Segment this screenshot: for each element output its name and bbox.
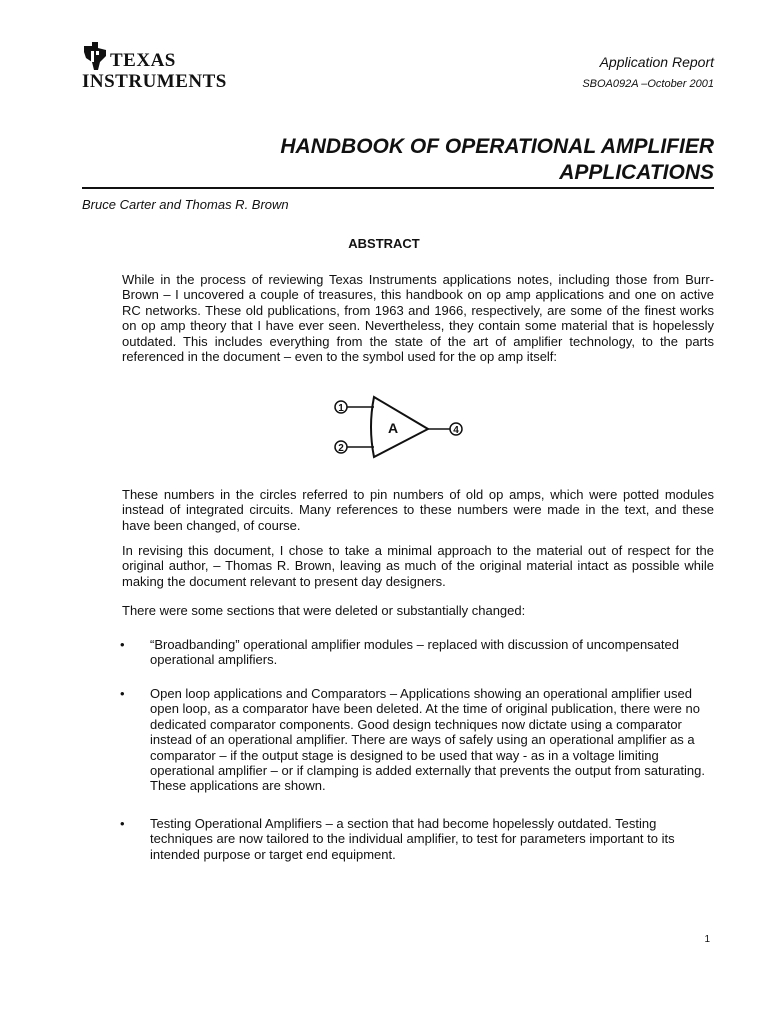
authors: Bruce Carter and Thomas R. Brown: [82, 197, 289, 212]
pin-1-label: 1: [338, 403, 344, 414]
bullet-item-2: Open loop applications and Comparators – Applications showing an operational amplifier used open loop, as a comparator have been deleted. At the time of original publication, there were no dedicated comparator components. Good design techniques now dictate using a comparator instead of an operational amplifier. There are ways of safely using an operational amplifier as a comparator – if the output stage is designed to be used that way - as in a voltage limiting operational amplifier – or if clamping is added externally that prevents the output from saturating. These applications are shown.: [150, 686, 705, 794]
ti-state-logo-icon: [82, 42, 108, 72]
abstract-paragraph-3: In revising this document, I chose to take a minimal approach to the material out of respect for the original author, – Thomas R. Brown, leaving as much of the original material intact as possible while making the document relevant to present day designers.: [122, 543, 714, 589]
abstract-paragraph-1: While in the process of reviewing Texas Instruments applications notes, including those from Burr-Brown – I uncovered a couple of treasures, this handbook on op amp applications and one on active RC networks. These old publications, from 1963 and 1966, respectively, are some of the finest works on op amp theory that I have ever seen. Nevertheless, they contain some material that is hopelessly outdated. This includes everything from the state of the art of amplifier technology, to the parts referenced in the document – even to the symbol used for the op amp itself:: [122, 272, 714, 365]
report-id: SBOA092A –October 2001: [582, 78, 714, 90]
logo-wordmark-line2: INSTRUMENTS: [82, 71, 227, 92]
title-rule: [82, 187, 714, 189]
bullet-item-3: Testing Operational Amplifiers – a section that had become hopelessly outdated. Testing techniques are now tailored to the individual amplifier, to test for parameters important to its intended purpose or target end equipment.: [150, 816, 675, 862]
bullet-marker: •: [120, 637, 125, 652]
abstract-paragraph-2: These numbers in the circles referred to pin numbers of old op amps, which were potted modules instead of integrated circuits. Many references to these numbers were made in the text, and these have been changed, of course.: [122, 487, 714, 533]
pin-4-label: 4: [453, 425, 459, 436]
amplifier-triangle: [371, 397, 428, 457]
bullet-marker: •: [120, 686, 125, 701]
title-line-2: APPLICATIONS: [559, 161, 714, 184]
logo-wordmark-line1: TEXAS: [110, 50, 176, 71]
title-line-1: HANDBOOK OF OPERATIONAL AMPLIFIER: [280, 135, 714, 158]
bullet-marker: •: [120, 816, 125, 831]
abstract-paragraph-4: There were some sections that were deleted or substantially changed:: [122, 603, 526, 618]
bullet-item-1: “Broadbanding” operational amplifier modules – replaced with discussion of uncompensated operational amplifiers.: [150, 637, 679, 668]
texas-instruments-logo: [82, 42, 252, 97]
page-number: 1: [704, 934, 710, 945]
document-title: [194, 134, 714, 186]
report-type: Application Report: [599, 54, 714, 70]
amplifier-label: A: [388, 420, 399, 436]
abstract-heading: ABSTRACT: [348, 236, 420, 251]
pin-2-label: 2: [338, 443, 344, 454]
op-amp-symbol-figure: [330, 395, 470, 465]
